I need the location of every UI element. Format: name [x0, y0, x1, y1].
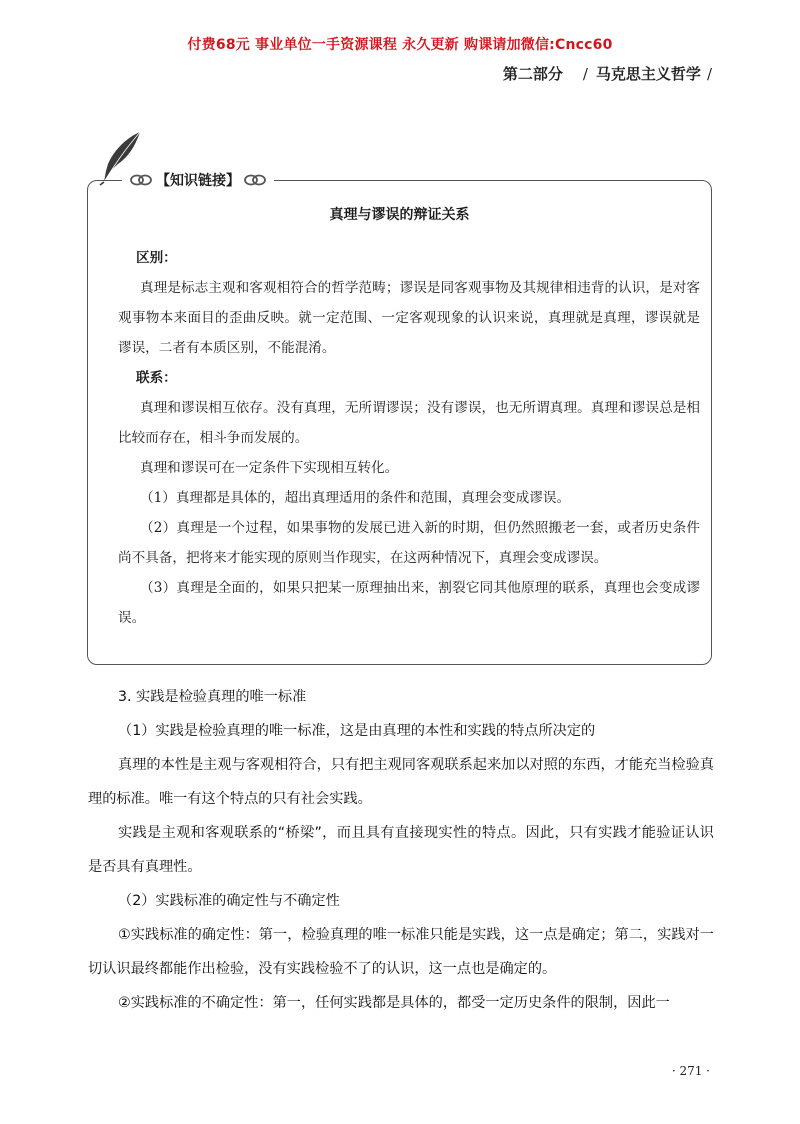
connection-text-2: 真理和谬误可在一定条件下实现相互转化。	[140, 460, 399, 476]
chain-link-icon	[129, 172, 153, 188]
paragraph-4: ②实践标准的不确定性：第一，任何实践都是具体的，都受一定历史条件的限制，因此一	[118, 995, 670, 1011]
difference-text: 真理是标志主观和客观相符合的哲学范畴；谬误是同客观事物及其规律相违背的认识，是对客观事物本来面目的歪曲反映。就一定范围、一定客观现象的认识来说，真理就是真理，谬误就是谬误，二者有本质区别，不能混淆。	[118, 280, 700, 356]
section-heading: 3. 实践是检验真理的唯一标准	[118, 689, 307, 705]
main-content	[88, 680, 714, 1020]
running-head-separator: /	[582, 65, 588, 83]
page-number: · 271 ·	[671, 1064, 710, 1078]
box-content	[118, 243, 700, 633]
connection-text-1: 真理和谬误相互依存。没有真理，无所谓谬误；没有谬误，也无所谓真理。真理和谬误总是相比较而存在，相斗争而发展的。	[118, 400, 700, 446]
difference-label: 区别：	[136, 250, 177, 266]
running-head-section: 马克思主义哲学	[595, 65, 701, 83]
subheading-2: （2）实践标准的确定性与不确定性	[118, 893, 340, 909]
running-head-end-slash: /	[706, 65, 712, 83]
paragraph-3: ①实践标准的确定性：第一，检验真理的唯一标准只能是实践，这一点是确定；第二，实践对一切认识最终都能作出检验，没有实践检验不了的认识，这一点也是确定的。	[88, 927, 714, 977]
promo-banner: 付费68元 事业单位一手资源课程 永久更新 购课请加微信:Cncc60	[187, 37, 613, 53]
running-head-part: 第二部分	[502, 65, 563, 83]
subheading-1: （1）实践是检验真理的唯一标准，这是由真理的本性和实践的特点所决定的	[118, 723, 596, 739]
knowledge-link-label: 【知识链接】	[156, 173, 240, 189]
box-title: 真理与谬误的辩证关系	[329, 207, 470, 223]
paragraph-1: 真理的本性是主观与客观相符合，只有把主观同客观联系起来加以对照的东西，才能充当检验真理的标准。唯一有这个特点的只有社会实践。	[88, 757, 714, 807]
paragraph-2: 实践是主观和客观联系的“桥梁”，而且具有直接现实性的特点。因此，只有实践才能验证认识是否具有真理性。	[88, 825, 714, 875]
box-item-1: （1）真理都是具体的，超出真理适用的条件和范围，真理会变成谬误。	[140, 490, 571, 506]
connection-label: 联系：	[136, 370, 177, 386]
chain-link-icon	[243, 172, 267, 188]
box-item-3: （3）真理是全面的，如果只把某一原理抽出来，割裂它同其他原理的联系，真理也会变成谬误。	[118, 580, 700, 626]
box-item-2: （2）真理是一个过程，如果事物的发展已进入新的时期，但仍然照搬老一套，或者历史条件尚不具备，把将来才能实现的原则当作现实，在这两种情况下，真理会变成谬误。	[118, 520, 700, 566]
knowledge-link-label-row	[122, 170, 274, 190]
running-head	[503, 63, 712, 84]
